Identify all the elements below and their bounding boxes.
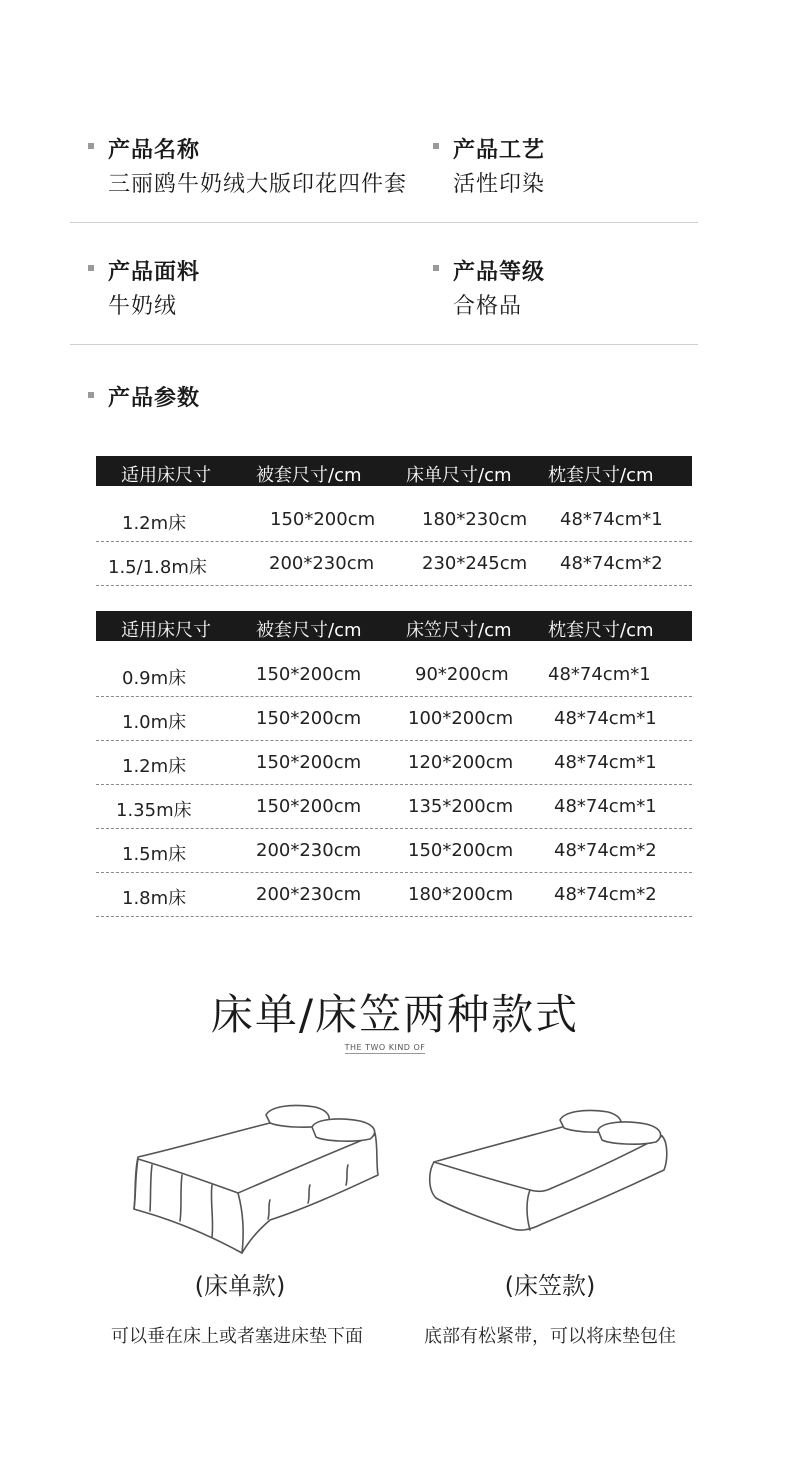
- product-grade-label: 产品等级: [453, 260, 546, 285]
- table-row: [96, 872, 692, 917]
- table2-header-cell: 枕套尺寸/cm: [548, 620, 654, 641]
- table-cell: 90*200cm: [415, 664, 509, 685]
- table-row: [96, 696, 692, 741]
- table-cell: 150*200cm: [270, 509, 376, 530]
- table-cell: 150*200cm: [256, 752, 362, 773]
- divider: [70, 222, 698, 223]
- table1-header-cell: 床单尺寸/cm: [406, 465, 512, 486]
- product-name-label: 产品名称: [108, 138, 201, 163]
- table-cell: 48*74cm*1: [554, 796, 657, 817]
- table-cell: 1.5/1.8m床: [108, 557, 207, 578]
- table1-header-cell: 枕套尺寸/cm: [548, 465, 654, 486]
- flat-sheet-description: 可以垂在床上或者塞进床垫下面: [111, 1326, 363, 1347]
- table-cell: 48*74cm*1: [554, 708, 657, 729]
- table-cell: 48*74cm*1: [548, 664, 651, 685]
- fitted-sheet-caption: (床笠款): [504, 1272, 596, 1300]
- table-cell: 180*200cm: [408, 884, 514, 905]
- table-cell: 200*230cm: [269, 553, 375, 574]
- bullet-icon: [88, 265, 94, 271]
- table-cell: 1.2m床: [122, 756, 187, 777]
- table1-header: [96, 456, 692, 486]
- table-cell: 1.35m床: [116, 800, 192, 821]
- table-cell: 135*200cm: [408, 796, 514, 817]
- styles-title: 床单/床笠两种款式: [210, 990, 580, 1039]
- table-cell: 1.8m床: [122, 888, 187, 909]
- product-params-label: 产品参数: [108, 386, 201, 411]
- product-grade-value: 合格品: [453, 294, 523, 319]
- table-row: [96, 497, 692, 542]
- table-row: [96, 541, 692, 586]
- table1-header-cell: 适用床尺寸: [121, 465, 211, 486]
- divider: [70, 344, 698, 345]
- table-cell: 100*200cm: [408, 708, 514, 729]
- table-cell: 0.9m床: [122, 668, 187, 689]
- bullet-icon: [433, 265, 439, 271]
- bullet-icon: [88, 392, 94, 398]
- fitted-sheet-icon: [420, 1100, 680, 1245]
- flat-sheet-icon: [120, 1095, 390, 1260]
- table2-header-cell: 床笠尺寸/cm: [406, 620, 512, 641]
- table-cell: 150*200cm: [408, 840, 514, 861]
- table-cell: 48*74cm*1: [560, 509, 663, 530]
- styles-subtitle: THE TWO KIND OF: [344, 1043, 426, 1052]
- table-cell: 200*230cm: [256, 840, 362, 861]
- bullet-icon: [433, 143, 439, 149]
- table-cell: 48*74cm*2: [560, 553, 663, 574]
- table-cell: 48*74cm*2: [554, 884, 657, 905]
- product-process-label: 产品工艺: [453, 138, 546, 163]
- table-cell: 1.2m床: [122, 513, 187, 534]
- table-cell: 150*200cm: [256, 664, 362, 685]
- table-cell: 180*230cm: [422, 509, 528, 530]
- table2-header-cell: 被套尺寸/cm: [256, 620, 362, 641]
- table-cell: 1.0m床: [122, 712, 187, 733]
- table-cell: 48*74cm*1: [554, 752, 657, 773]
- product-name-value: 三丽鸥牛奶绒大版印花四件套: [108, 172, 408, 197]
- table-row: [96, 740, 692, 785]
- table-cell: 200*230cm: [256, 884, 362, 905]
- product-process-value: 活性印染: [453, 172, 546, 197]
- table-cell: 48*74cm*2: [554, 840, 657, 861]
- table2-header-cell: 适用床尺寸: [121, 620, 211, 641]
- flat-sheet-caption: (床单款): [194, 1272, 286, 1300]
- table-cell: 150*200cm: [256, 796, 362, 817]
- fitted-sheet-description: 底部有松紧带，可以将床垫包住: [424, 1326, 676, 1347]
- table-cell: 230*245cm: [422, 553, 528, 574]
- table1-header-cell: 被套尺寸/cm: [256, 465, 362, 486]
- product-fabric-value: 牛奶绒: [108, 294, 178, 319]
- bullet-icon: [88, 143, 94, 149]
- table-cell: 1.5m床: [122, 844, 187, 865]
- table-cell: 120*200cm: [408, 752, 514, 773]
- table-row: [96, 652, 692, 697]
- table2-header: [96, 611, 692, 641]
- table-row: [96, 828, 692, 873]
- table-row: [96, 784, 692, 829]
- product-fabric-label: 产品面料: [108, 260, 201, 285]
- table-cell: 150*200cm: [256, 708, 362, 729]
